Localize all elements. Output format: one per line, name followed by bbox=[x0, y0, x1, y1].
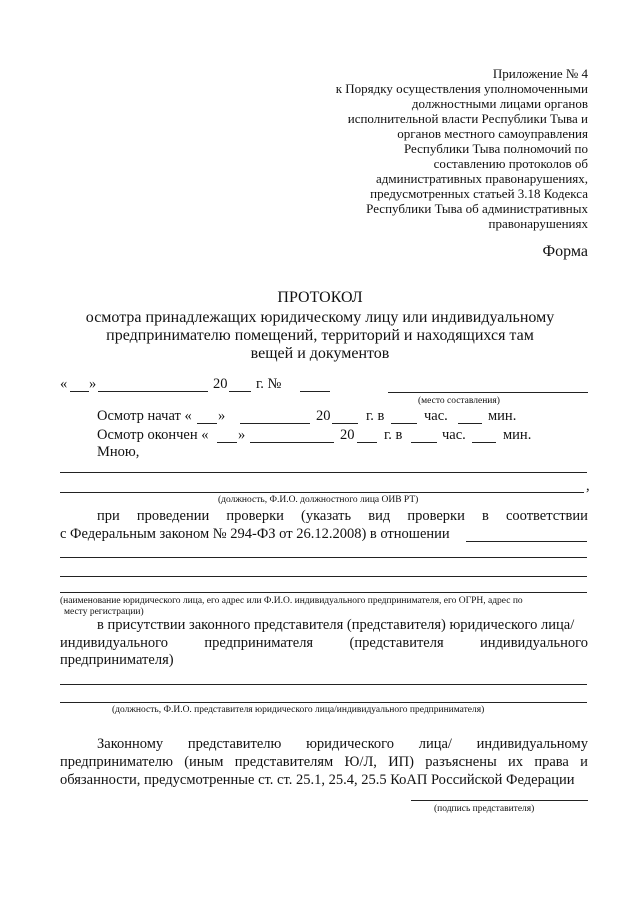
word: проведении bbox=[136, 508, 210, 524]
word: индивидуальному bbox=[476, 736, 588, 752]
end-year-blank[interactable] bbox=[357, 442, 377, 443]
subtitle-line: предпринимателю помещений, территорий и находящихся там bbox=[106, 327, 534, 344]
official-line-2[interactable] bbox=[60, 492, 584, 493]
representative-caption: (должность, Ф.И.О. представителя юридического лица/индивидуального предпринимателя) bbox=[112, 705, 485, 715]
end-minute-blank[interactable] bbox=[472, 442, 496, 443]
word: представителю bbox=[187, 736, 282, 752]
end-year-prefix: 20 bbox=[340, 427, 355, 443]
inspection-start-label: Осмотр начат « bbox=[97, 408, 192, 424]
entity-line-1[interactable] bbox=[60, 557, 587, 558]
presence-line-1: в присутствии законного представителя (представителя) юридического лица/ bbox=[97, 617, 575, 633]
entity-caption bbox=[60, 596, 523, 618]
form-label: Форма bbox=[542, 243, 588, 260]
end-day-blank[interactable] bbox=[217, 442, 237, 443]
word: разъяснены bbox=[425, 754, 497, 770]
word: (иным bbox=[184, 754, 224, 770]
word: предпринимателю bbox=[60, 754, 173, 770]
representative-line-1[interactable] bbox=[60, 684, 587, 685]
appendix-line: должностными лицами органов bbox=[411, 96, 588, 111]
start-year-blank[interactable] bbox=[332, 423, 358, 424]
date-quote-open: « bbox=[60, 376, 68, 392]
end-month-blank[interactable] bbox=[250, 442, 334, 443]
end-at-label: г. в bbox=[384, 427, 403, 443]
protocol-number-blank[interactable] bbox=[300, 391, 330, 392]
signature-caption: (подпись представителя) bbox=[434, 804, 535, 814]
appendix-line: правонарушениях bbox=[488, 216, 588, 231]
word: Законному bbox=[97, 736, 164, 752]
word: соответствии bbox=[505, 508, 588, 524]
word: предпринимателя bbox=[204, 635, 314, 651]
official-caption: (должность, Ф.И.О. должностного лица ОИВ РТ) bbox=[218, 495, 419, 505]
end-hour-blank[interactable] bbox=[411, 442, 437, 443]
start-year-prefix: 20 bbox=[316, 408, 331, 424]
signature-line[interactable] bbox=[411, 800, 588, 801]
word: (указать bbox=[301, 508, 352, 524]
rights-line-2 bbox=[60, 754, 588, 771]
official-comma: , bbox=[586, 478, 590, 494]
word: юридического bbox=[306, 736, 394, 752]
entity-caption-line: месту регистрации) bbox=[64, 607, 144, 617]
word: и bbox=[580, 754, 588, 770]
rights-line-1 bbox=[97, 736, 588, 753]
entity-line-2[interactable] bbox=[60, 576, 587, 577]
presence-line-2 bbox=[60, 635, 588, 652]
date-year-blank[interactable] bbox=[229, 391, 251, 392]
presence-line-3: предпринимателя) bbox=[60, 652, 174, 668]
appendix-line: органов местного самоуправления bbox=[397, 126, 588, 141]
word: представителям bbox=[234, 754, 334, 770]
word: проверки bbox=[407, 508, 465, 524]
protocol-title: ПРОТОКОЛ bbox=[277, 289, 363, 306]
word: проверки bbox=[226, 508, 284, 524]
appendix-line: Республики Тыва об административных bbox=[366, 201, 588, 216]
start-minute-blank[interactable] bbox=[458, 423, 482, 424]
subtitle-line: осмотра принадлежащих юридическому лицу или индивидуальному bbox=[85, 309, 555, 326]
appendix-line: Приложение № 4 bbox=[492, 66, 588, 81]
start-hour-blank[interactable] bbox=[391, 423, 417, 424]
start-at-label: г. в bbox=[366, 408, 385, 424]
appendix-line: предусмотренных статьей 3.18 Кодекса bbox=[370, 186, 588, 201]
entity-caption-line: (наименование юридического лица, его адрес или Ф.И.О. индивидуального предпринимателя, его ОГРН, адрес по bbox=[60, 596, 523, 606]
appendix-line: административных правонарушениях, bbox=[376, 171, 588, 186]
word: вид bbox=[368, 508, 391, 524]
entity-line-3[interactable] bbox=[60, 592, 587, 593]
end-hours-label: час. bbox=[442, 427, 466, 443]
word: Ю/Л, bbox=[344, 754, 377, 770]
official-line-1[interactable] bbox=[60, 472, 587, 473]
place-blank[interactable] bbox=[388, 392, 588, 393]
end-minutes-label: мин. bbox=[503, 427, 532, 443]
word: (представителя bbox=[349, 635, 444, 651]
start-hours-label: час. bbox=[424, 408, 448, 424]
word: лица/ bbox=[418, 736, 452, 752]
start-quote-close: » bbox=[218, 408, 226, 424]
check-text-line-1 bbox=[97, 508, 588, 525]
appendix-line: Республики Тыва полномочий по bbox=[403, 141, 588, 156]
appendix-line: составлению протоколов об bbox=[433, 156, 588, 171]
start-month-blank[interactable] bbox=[240, 423, 310, 424]
protocol-subtitle bbox=[0, 309, 640, 363]
date-quote-close: » bbox=[89, 376, 97, 392]
rights-line-3: обязанности, предусмотренные ст. ст. 25.1, 25.4, 25.5 КоАП Российской Федерации bbox=[60, 772, 575, 788]
place-caption: (место составления) bbox=[418, 396, 500, 406]
date-month-blank[interactable] bbox=[98, 391, 208, 392]
word: индивидуального bbox=[480, 635, 588, 651]
word: их bbox=[508, 754, 524, 770]
word: ИП) bbox=[388, 754, 414, 770]
end-quote-close: » bbox=[238, 427, 246, 443]
check-text-line-2: с Федеральным законом № 294-ФЗ от 26.12.2008) в отношении bbox=[60, 526, 450, 542]
appendix-block bbox=[258, 66, 588, 231]
by-me-label: Мною, bbox=[97, 444, 140, 460]
entity-blank-inline[interactable] bbox=[466, 541, 587, 542]
date-year-prefix: 20 bbox=[213, 376, 228, 392]
word: индивидуального bbox=[60, 635, 168, 651]
start-day-blank[interactable] bbox=[197, 423, 217, 424]
date-number-label: г. № bbox=[256, 376, 282, 392]
word: права bbox=[534, 754, 569, 770]
appendix-line: исполнительной власти Республики Тыва и bbox=[347, 111, 588, 126]
date-day-blank[interactable] bbox=[70, 391, 89, 392]
word: при bbox=[97, 508, 120, 524]
appendix-line: к Порядку осуществления уполномоченными bbox=[335, 81, 588, 96]
inspection-end-label: Осмотр окончен « bbox=[97, 427, 209, 443]
representative-line-2[interactable] bbox=[60, 702, 587, 703]
subtitle-line: вещей и документов bbox=[250, 345, 390, 362]
start-minutes-label: мин. bbox=[488, 408, 517, 424]
word: в bbox=[481, 508, 489, 524]
